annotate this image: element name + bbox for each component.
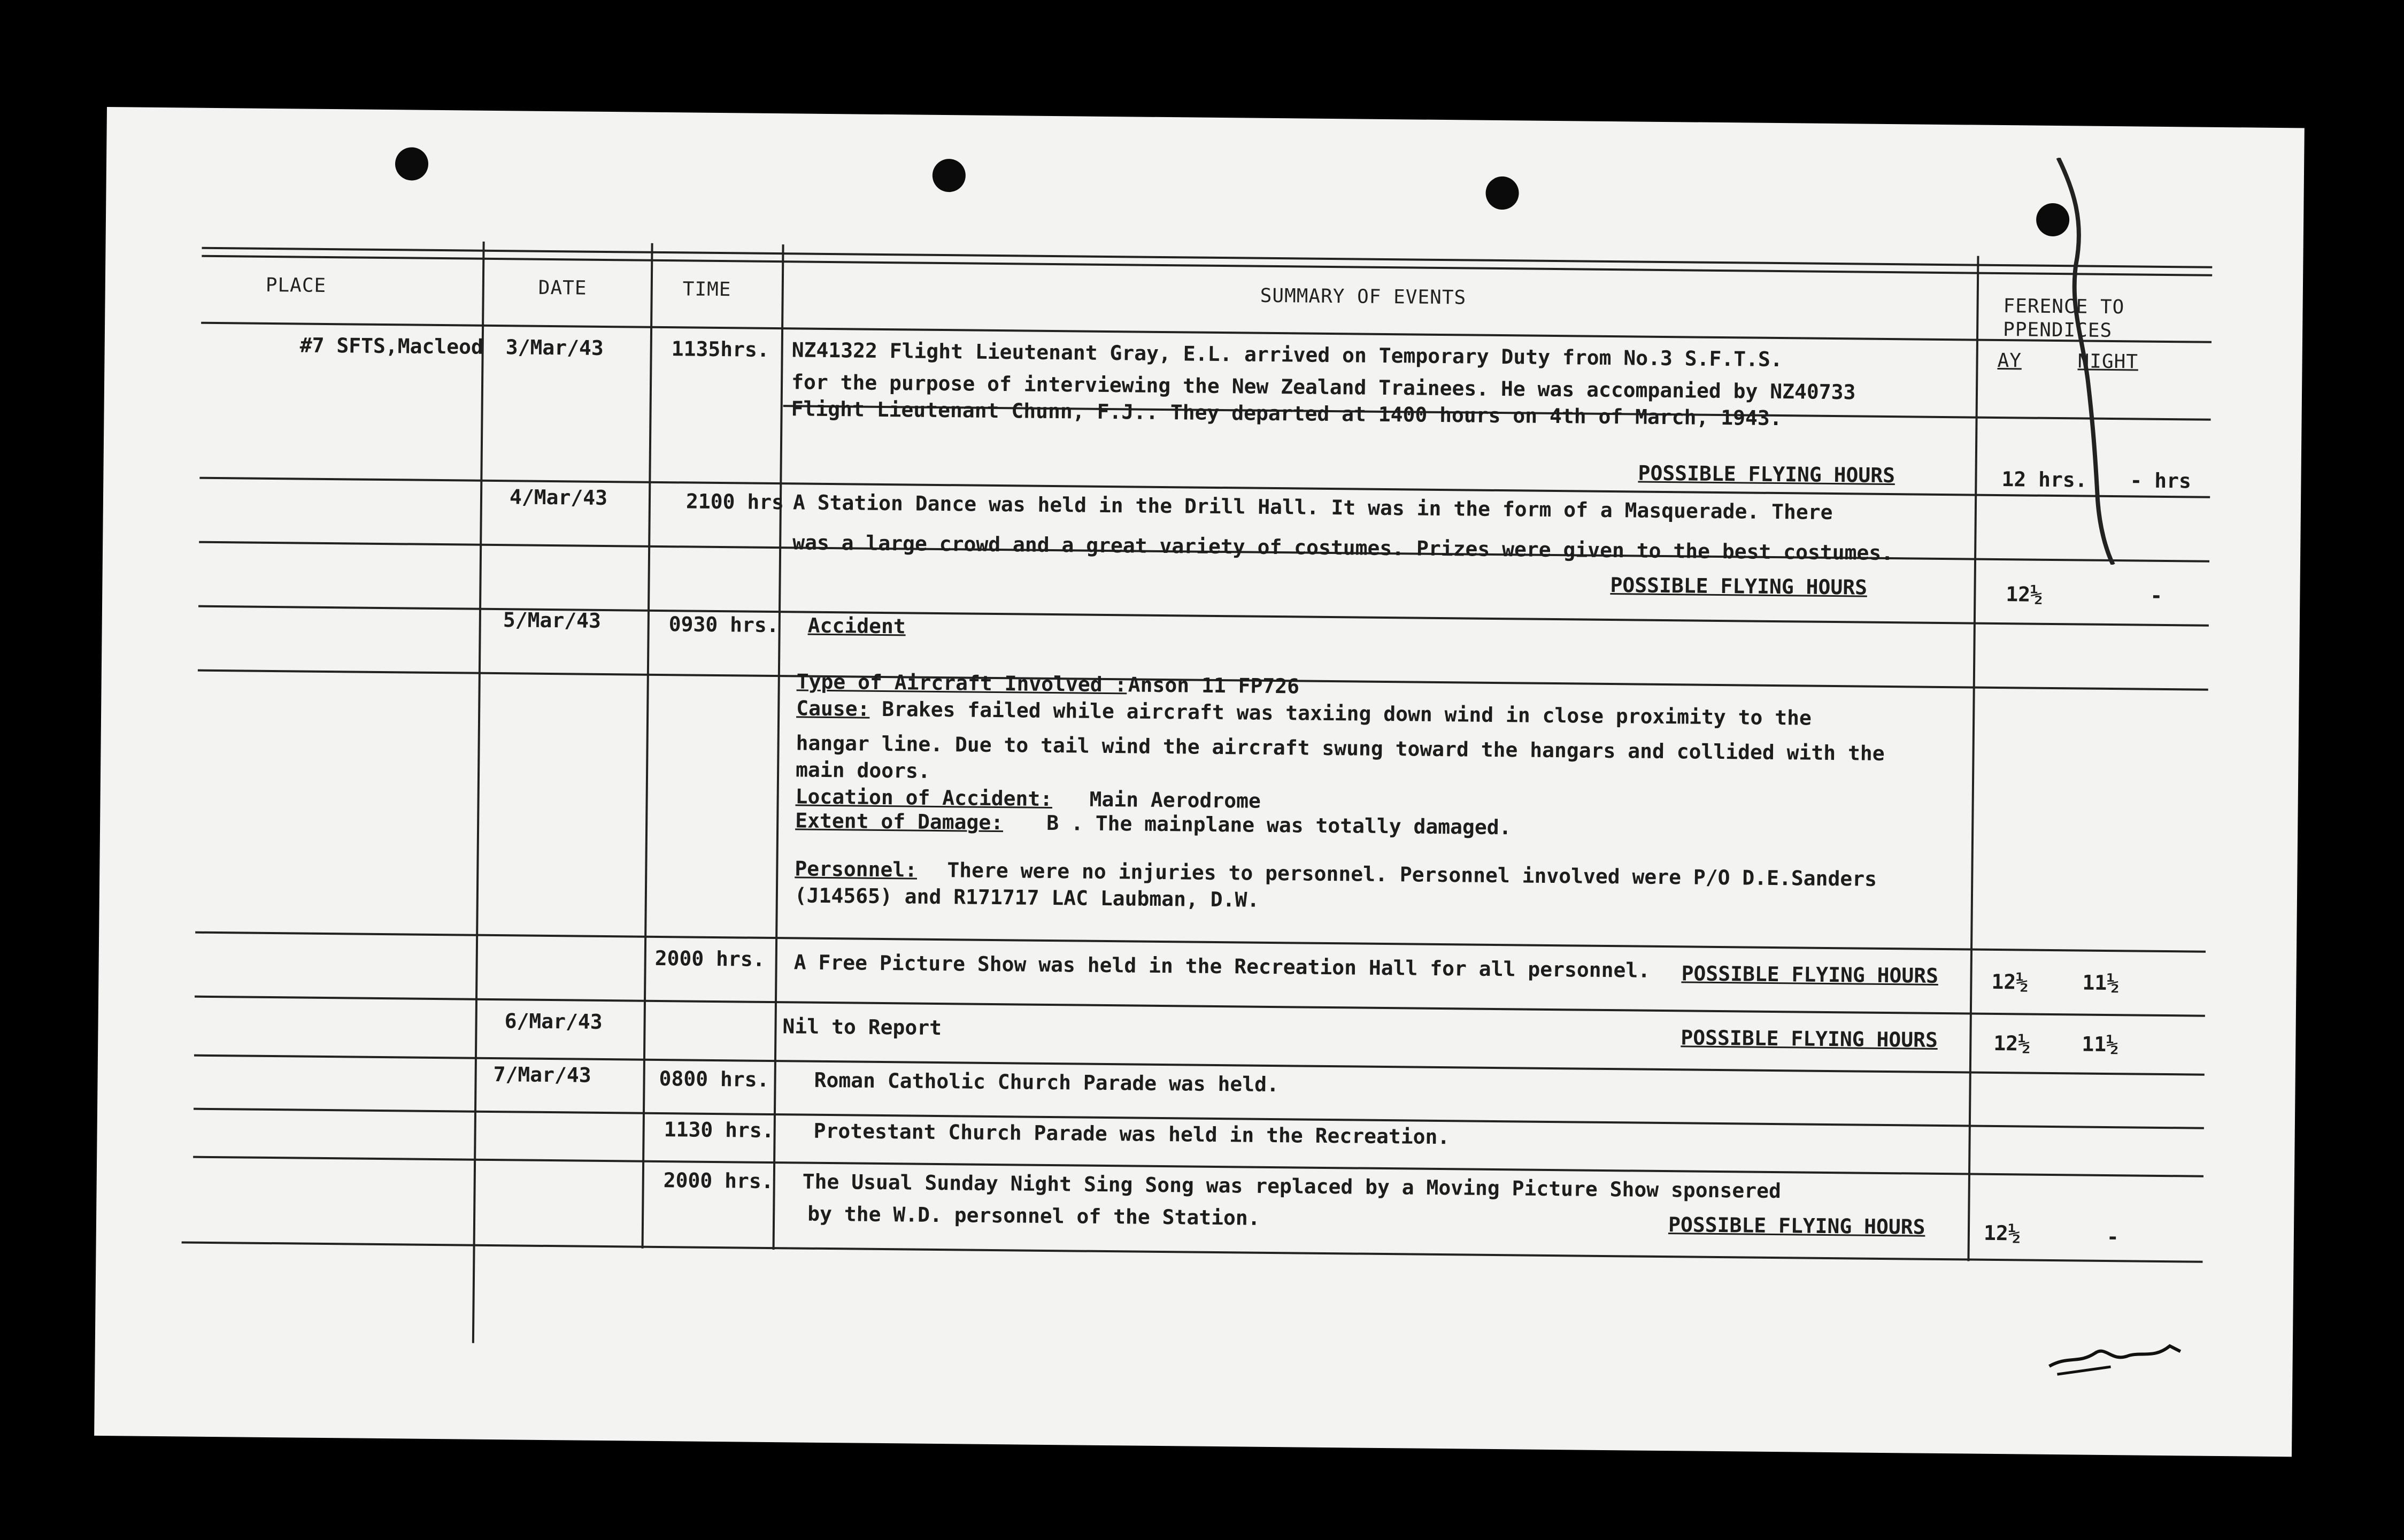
field-label: Personnel: — [795, 857, 918, 882]
column-rule — [472, 242, 485, 1343]
time-cell: 0930 hrs. — [668, 612, 779, 637]
column-rule — [1967, 256, 1979, 1261]
event-line: Protestant Church Parade was held in the Recreation. — [813, 1119, 1450, 1149]
possible-flying-hours-label: POSSIBLE FLYING HOURS — [1668, 1213, 1925, 1239]
day-hours: 12½ — [1991, 969, 2029, 994]
table-rule — [195, 931, 2206, 953]
event-line: by the W.D. personnel of the Station. — [807, 1202, 1260, 1230]
header-summary: SUMMARY OF EVENTS — [1260, 284, 1467, 309]
punch-hole — [395, 147, 429, 181]
field-value: Anson 11 FP726 — [1128, 673, 1300, 698]
day-hours: 12½ — [2006, 582, 2043, 606]
punch-hole — [933, 159, 966, 192]
header-reference: FERENCE TO — [2003, 295, 2125, 319]
event-line: Nil to Report — [782, 1014, 942, 1040]
night-hours: 11½ — [2082, 971, 2120, 995]
table-rule — [182, 1241, 2203, 1262]
possible-flying-hours-label: POSSIBLE FLYING HOURS — [1681, 1026, 1938, 1052]
possible-flying-hours-label: POSSIBLE FLYING HOURS — [1681, 961, 1939, 988]
field-value: Main Aerodrome — [1089, 787, 1261, 813]
field-value: There were no injuries to personnel. Personnel involved were P/O D.E.Sanders — [947, 858, 1877, 891]
event-line: for the purpose of interviewing the New Zealand Trainees. He was accompanied by NZ40733 — [791, 370, 1856, 404]
document-sheet — [94, 107, 2305, 1457]
event-line: The Usual Sunday Night Sing Song was replaced by a Moving Picture Show sponsered — [802, 1169, 1782, 1203]
signature — [2046, 1334, 2186, 1383]
date-cell: 4/Mar/43 — [509, 485, 608, 510]
event-line: NZ41322 Flight Lieutenant Gray, E.L. arrived on Temporary Duty from No.3 S.F.T.S. — [791, 338, 1783, 372]
header-day: AY — [1997, 349, 2022, 372]
time-cell: 0800 hrs. — [659, 1066, 769, 1091]
event-line: A Free Picture Show was held in the Recreation Hall for all personnel. — [793, 950, 1651, 982]
header-date: DATE — [538, 276, 587, 299]
date-cell: 5/Mar/43 — [503, 608, 602, 633]
header-time: TIME — [682, 278, 731, 301]
table-rule — [195, 996, 2205, 1017]
day-hours: 12½ — [1983, 1221, 2021, 1245]
event-line: hangar line. Due to tail wind the aircraft swung toward the hangars and collided with the — [796, 731, 1885, 765]
column-rule — [642, 243, 653, 1249]
place-cell: #7 SFTS,Macleod — [299, 333, 484, 359]
field-label: Extent of Damage: — [795, 808, 1004, 835]
table-rule — [198, 605, 2209, 627]
header-night: NIGHT — [2077, 350, 2139, 373]
event-line: A Station Dance was held in the Drill Hall. It was in the form of a Masquerade. There — [792, 490, 1833, 525]
time-cell: 1135hrs. — [671, 337, 769, 361]
event-line: main doors. — [795, 758, 931, 783]
time-cell: 1130 hrs. — [664, 1118, 774, 1143]
header-appendices: PPENDICES — [2002, 319, 2113, 342]
field-label: Type of Aircraft Involved : — [796, 669, 1127, 697]
event-line: (J14565) and R171717 LAC Laubman, D.W. — [794, 883, 1260, 912]
event-line: Roman Catholic Church Parade was held. — [814, 1068, 1280, 1097]
header-place: PLACE — [265, 274, 327, 297]
possible-flying-hours-label: POSSIBLE FLYING HOURS — [1610, 573, 1868, 599]
time-cell: 2000 hrs. — [663, 1168, 774, 1194]
field-value: Brakes failed while aircraft was taxiing down wind in close proximity to the — [882, 697, 1812, 730]
night-hours: - — [2106, 1225, 2119, 1249]
date-cell: 7/Mar/43 — [493, 1062, 591, 1087]
field-label: Location of Accident: — [795, 784, 1053, 811]
day-hours: 12 hrs. — [2001, 467, 2087, 492]
field-value: B . The mainplane was totally damaged. — [1046, 811, 1512, 840]
night-hours: - hrs — [2130, 468, 2192, 493]
time-cell: 2000 hrs. — [654, 946, 765, 971]
field-label: Cause: — [796, 696, 870, 721]
event-line: was a large crowd and a great variety of costumes. Prizes were given to the best costumes. — [792, 530, 1894, 565]
table-rule — [201, 322, 2212, 343]
day-hours: 12½ — [1993, 1031, 2031, 1056]
date-cell: 6/Mar/43 — [504, 1009, 603, 1034]
date-cell: 3/Mar/43 — [505, 335, 604, 360]
event-line: Flight Lieutenant Chunn, F.J.. They departed at 1400 hours on 4th of March, 1943. — [791, 397, 1782, 430]
column-rule — [773, 244, 784, 1250]
night-hours: 11½ — [2082, 1032, 2119, 1057]
event-title: Accident — [807, 613, 906, 638]
possible-flying-hours-label: POSSIBLE FLYING HOURS — [1638, 461, 1896, 488]
night-hours: - — [2150, 583, 2163, 607]
time-cell: 2100 hrs — [685, 489, 784, 514]
punch-hole — [1485, 176, 1519, 210]
